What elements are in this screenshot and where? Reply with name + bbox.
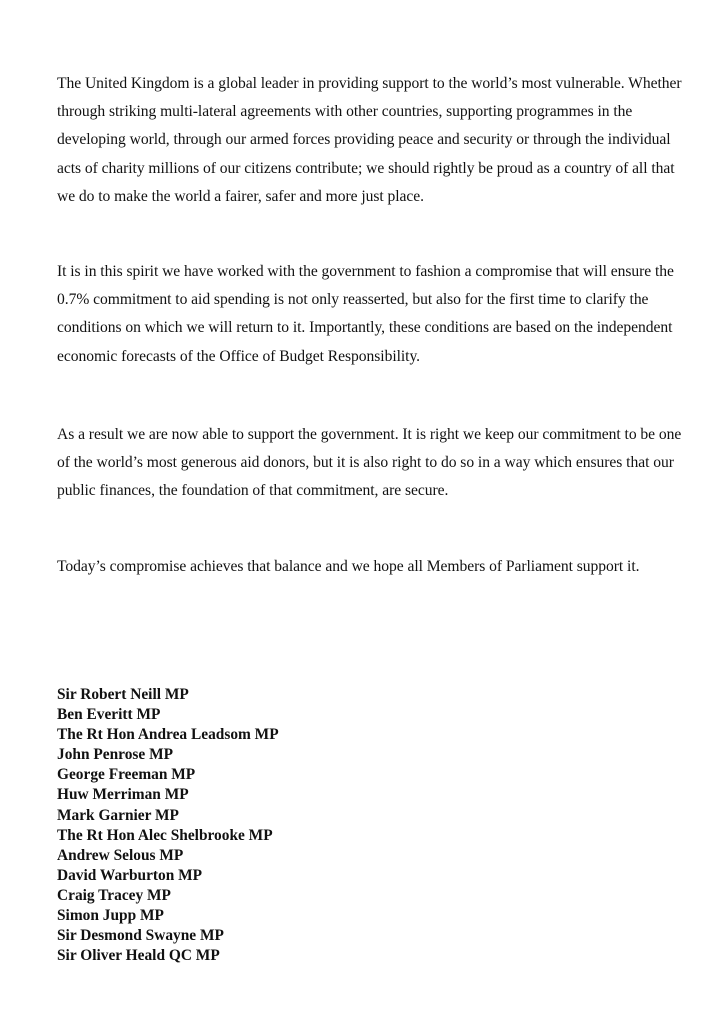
paragraph-support-government: As a result we are now able to support the government. It is right we keep our commitment to be one of the world’s most generous aid donors, but it is also right to do so in a way which ensures that our public finances, the foundation of that commitment, are secure. [57, 426, 682, 500]
paragraph-balance: Today’s compromise achieves that balance and we hope all Members of Parliament support it. [57, 558, 640, 575]
signatory: Simon Jupp MP [57, 907, 164, 925]
signatory: Sir Robert Neill MP [57, 686, 189, 703]
paragraph-uk-global-leader: The United Kingdom is a global leader in providing support to the world’s most vulnerable. Whether through striking multi-lateral agreements with other countries, supporting programmes in the developing world, through our armed forces providing peace and security or through the individual acts of charity millions of our citizens contribute; we should rightly be proud as a country of all that we do to make the world a fairer, safer and more just place. [57, 75, 682, 205]
paragraph-compromise: It is in this spirit we have worked with the government to fashion a compromise that will ensure the 0.7% commitment to aid spending is not only reasserted, but also for the first time to clarify the conditions on which we will return to it. Importantly, these conditions are based on the independent economic forecasts of the Office of Budget Responsibility. [57, 263, 674, 365]
signatory: David Warburton MP [57, 866, 203, 884]
signatory: George Freeman MP [57, 766, 196, 784]
signatory-list [57, 685, 457, 966]
signatory: Andrew Selous MP [57, 846, 184, 864]
signatory: Mark Garnier MP [57, 806, 179, 824]
signatory: The Rt Hon Alec Shelbrooke MP [57, 826, 273, 844]
signatory: Sir Desmond Swayne MP [57, 927, 224, 945]
signatory: Huw Merriman MP [57, 786, 189, 804]
signatory: John Penrose MP [57, 746, 173, 764]
signatory: The Rt Hon Andrea Leadsom MP [57, 726, 279, 744]
signatory: Craig Tracey MP [57, 886, 171, 904]
signatory: Sir Oliver Heald QC MP [57, 947, 220, 965]
signatory: Ben Everitt MP [57, 706, 161, 724]
